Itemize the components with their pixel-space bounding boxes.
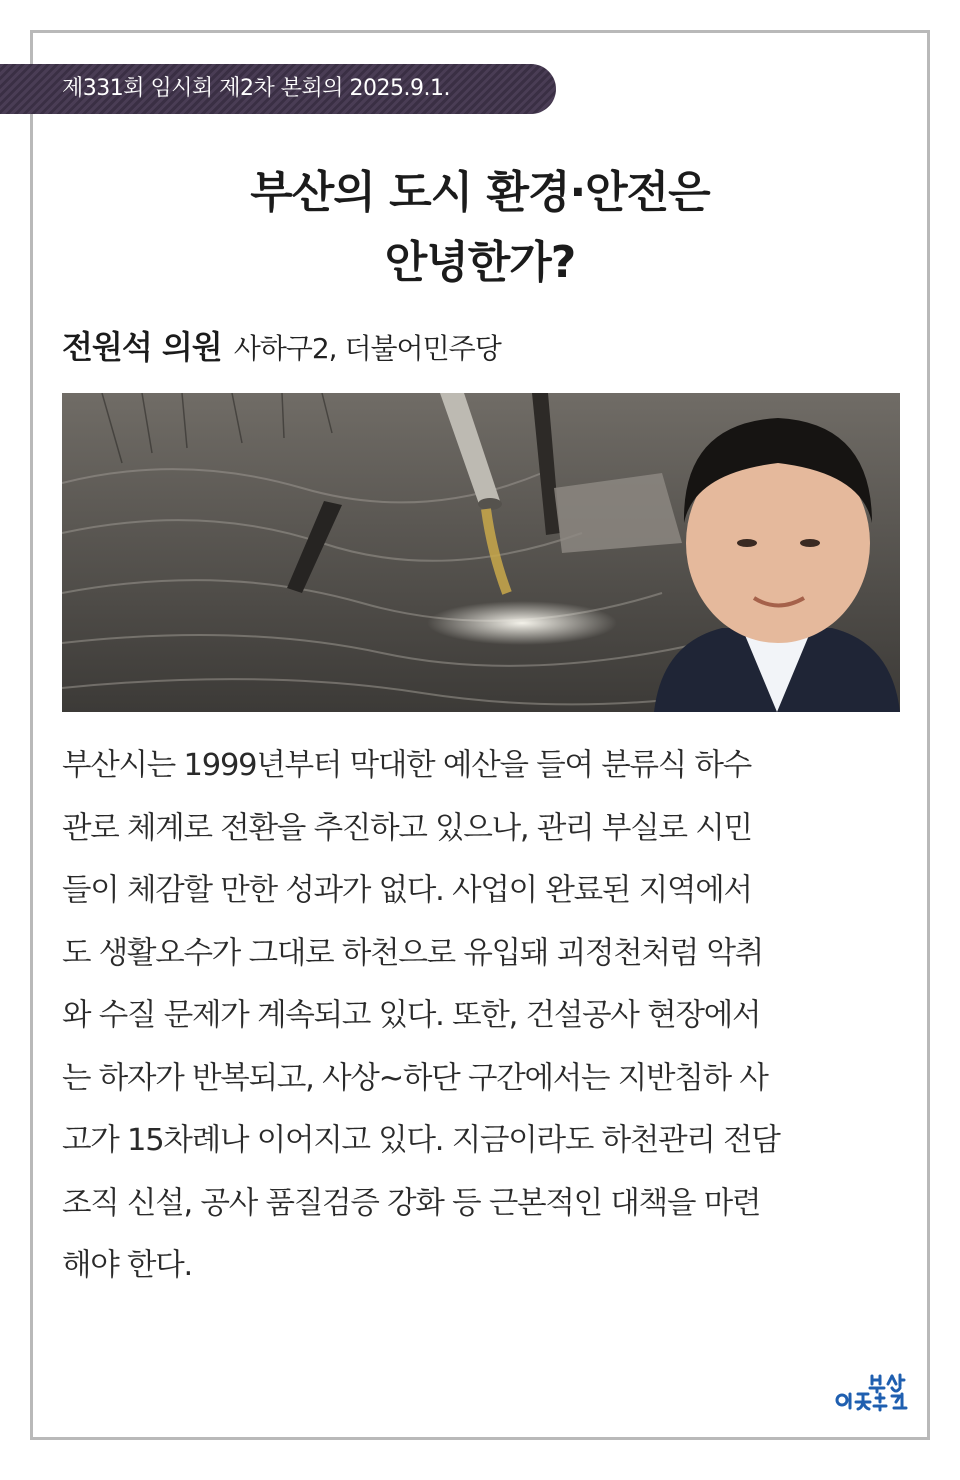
title-line-2: 안녕한가?: [384, 237, 576, 288]
council-news-logo: [834, 1372, 918, 1412]
title-line-1: 부산의 도시 환경·안전은: [250, 167, 710, 218]
body-line: 들이 체감할 만한 성과가 없다. 사업이 완료된 지역에서: [62, 873, 752, 908]
speaker-name: 전원석 의원: [62, 328, 222, 366]
sewage-outfall-illustration: [62, 393, 900, 712]
body-line: 고가 15차례나 이어지고 있다. 지금이라도 하천관리 전담: [62, 1123, 780, 1158]
news-photo: [62, 393, 900, 712]
speaker-byline: [62, 322, 501, 368]
body-line: 해야 한다.: [62, 1248, 193, 1283]
body-line: 는 하자가 반복되고, 사상~하단 구간에서는 지반침하 사: [62, 1060, 768, 1096]
speaker-affiliation: 사하구2, 더불어민주당: [233, 332, 501, 365]
body-line: 도 생활오수가 그대로 하천으로 유입돼 괴정천처럼 악취: [62, 935, 764, 971]
body-line: 부산시는 1999년부터 막대한 예산을 들여 분류식 하수: [62, 748, 752, 783]
speech-summary: [62, 735, 902, 1298]
body-line: 조직 신설, 공사 품질검증 강화 등 근본적인 대책을 마련: [62, 1185, 761, 1221]
body-line: 관로 체계로 전환을 추진하고 있으나, 관리 부실로 시민: [62, 810, 752, 846]
body-line: 와 수질 문제가 계속되고 있다. 또한, 건설공사 현장에서: [62, 998, 761, 1033]
session-tag: 제331회 임시회 제2차 본회의 2025.9.1.: [0, 64, 556, 114]
